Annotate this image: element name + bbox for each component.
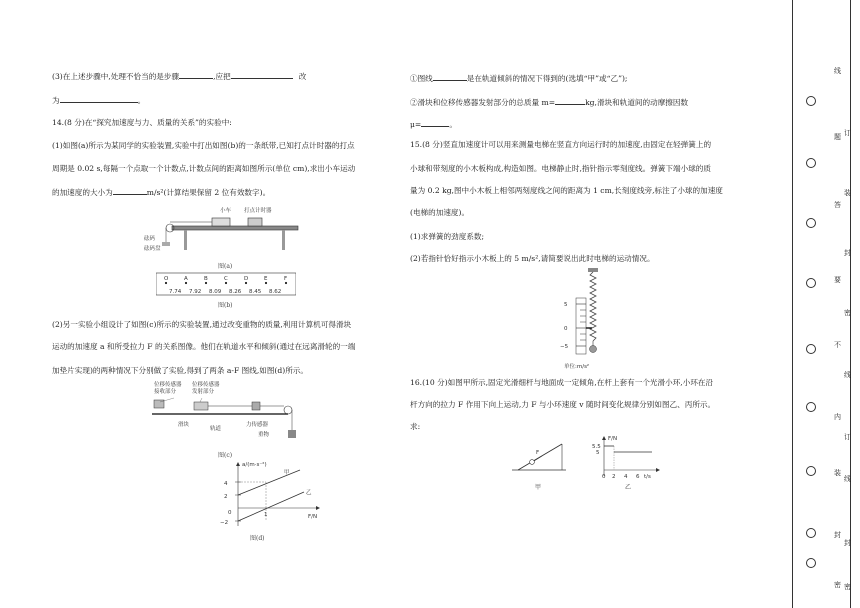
xtick-1: 1	[264, 512, 268, 518]
q14-p2-l1: (2)另一实验小组设计了如图(c)所示的实验装置,通过改变重物的质量,利用计算机可得滑块	[52, 320, 352, 329]
label-slider: 滑块	[178, 422, 190, 428]
r-line3	[410, 118, 457, 130]
label-recv: 位移传感器	[154, 382, 182, 388]
blank-change-to[interactable]	[60, 94, 138, 103]
q15-s2: (2)若指针恰好指示小木板上的 5 m/s²,请简要说出此时电梯的运动情况。	[410, 254, 655, 263]
series-jia: 甲	[284, 470, 290, 476]
blank-mass[interactable]	[555, 96, 585, 105]
spring-tick-neg5: −5	[560, 344, 569, 350]
yi-x-0: 0	[602, 474, 606, 480]
binding-char: 题	[834, 133, 841, 141]
figure-c-diagram	[152, 378, 312, 448]
figure-yi	[592, 432, 668, 480]
spring-unit: 单位:m/s²	[564, 364, 590, 370]
label-heavy: 重物	[258, 432, 270, 438]
q16-l3: 求:	[410, 422, 421, 431]
q14-title: 14.(8 分)在“探究加速度与力、质量的关系”的实验中:	[52, 118, 232, 127]
caption-fig-b: 图(b)	[218, 302, 233, 309]
binding-char: 答	[834, 201, 841, 209]
r-line2-b: kg,滑块和轨道间的动摩擦因数	[585, 98, 689, 107]
binding-char: 订	[844, 129, 851, 137]
caption-fig-c: 图(c)	[218, 452, 233, 459]
label-track: 轨道	[210, 426, 222, 432]
r-line1	[410, 72, 627, 84]
q13-line2-text: 为	[52, 96, 60, 105]
spring-tick-0: 0	[564, 326, 568, 332]
yi-xlabel: t/s	[644, 474, 651, 480]
r-line3-a: μ=	[410, 120, 422, 129]
r-line2-a: ②滑块和位移传感器发射部分的总质量 m=	[410, 98, 556, 107]
caption-fig-a: 图(a)	[218, 263, 233, 270]
tape-dot-C	[225, 282, 227, 284]
binding-hole-icon	[806, 278, 816, 288]
yi-x-2: 2	[612, 474, 616, 480]
binding-hole-icon	[806, 344, 816, 354]
tape-dot-O	[165, 282, 167, 284]
label-emit2: 发射部分	[192, 389, 215, 395]
binding-hole-icon	[806, 96, 816, 106]
q13-line1	[52, 70, 306, 82]
binding-char: 线	[834, 67, 841, 75]
caption-yi: 乙	[625, 484, 632, 491]
q15-l3: 量为 0.2 kg,图中小木板上相邻两刻度线之间的距离为 1 cm,长刻度线旁,标注了小球的加速度	[410, 186, 723, 195]
spring-tick-5: 5	[564, 302, 568, 308]
q13-text-a: (3)在上述步骤中,处理不恰当的是步骤	[52, 72, 180, 81]
ylabel-a: a/(m·s⁻²)	[242, 462, 267, 468]
tape-distance: 8.45	[249, 289, 262, 295]
caption-fig-d: 图(d)	[250, 535, 265, 542]
tape-distance: 8.62	[269, 289, 282, 295]
r-line1-b: 是在轨道倾斜的情况下得到的(选填“甲”或“乙”);	[466, 74, 628, 83]
figure-d	[218, 460, 328, 530]
q14-p1-l3a: 的加速度的大小为	[52, 188, 113, 197]
tape-distance: 7.74	[169, 289, 182, 295]
ytick-0: 0	[228, 510, 232, 516]
binding-margin	[788, 0, 860, 608]
binding-char: 线	[844, 371, 851, 379]
binding-char: 密	[844, 583, 851, 591]
tape-dot-E	[265, 282, 267, 284]
binding-char: 要	[834, 276, 841, 284]
label-emit: 位移传感器	[192, 382, 220, 388]
yi-y-5: 5	[596, 450, 600, 456]
yi-x-6: 6	[636, 474, 640, 480]
binding-line-left	[792, 0, 793, 608]
figure-b	[156, 270, 296, 298]
binding-hole-icon	[806, 218, 816, 228]
binding-char: 不	[834, 341, 841, 349]
label-weight: 砝码	[144, 236, 156, 242]
q14-p1-l2: 周期是 0.02 s,每隔一个点取一个计数点,计数点间的距离如图所示(单位 cm),求出小车运动	[52, 164, 356, 173]
label-car: 小车	[220, 208, 232, 214]
blank-should[interactable]	[231, 70, 293, 79]
xlabel-F: F/N	[308, 514, 318, 520]
tape-label-E: E	[264, 276, 268, 282]
incline-diagram	[510, 440, 570, 474]
tape-dot-B	[205, 282, 207, 284]
tape-distance: 8.09	[209, 289, 222, 295]
figure-b-tape	[156, 270, 296, 298]
tape-label-B: B	[204, 276, 208, 282]
binding-char: 封	[834, 531, 841, 539]
label-force: 力传感器	[246, 422, 269, 428]
yi-ylabel: F/N	[608, 436, 618, 442]
binding-hole-icon	[806, 466, 816, 476]
blank-acceleration[interactable]	[113, 186, 147, 195]
binding-char: 装	[834, 469, 841, 477]
q15-l1: 15.(8 分)竖直加速度计可以用来测量电梯在竖直方向运行时的加速度,由固定在轻弹簧上的	[410, 140, 712, 149]
blank-mu[interactable]	[421, 118, 449, 127]
tape-label-O: O	[164, 276, 169, 282]
q14-p2-l2: 运动的加速度 a 和所受拉力 F 的关系图像。他们在轨道水平和倾斜(通过在远离滑轮的一端	[52, 342, 356, 351]
binding-hole-icon	[806, 158, 816, 168]
q15-l4: (电梯的加速度)。	[410, 208, 470, 217]
binding-hole-icon	[806, 402, 816, 412]
tape-distance: 7.92	[189, 289, 202, 295]
q15-l2: 小球和带刻度的小木板构成,构造如图。电梯静止时,指针指示零刻度线。弹簧下端小球的质	[410, 164, 711, 173]
figure-spring	[556, 266, 626, 372]
binding-char: 封	[844, 539, 851, 547]
label-tray: 砝码盘	[144, 246, 161, 252]
label-timer: 打点计时器	[244, 208, 272, 214]
caption-jia: 甲	[535, 484, 542, 491]
ytick-neg2: −2	[220, 520, 229, 526]
binding-char: 内	[834, 413, 841, 421]
q14-p1-l1: (1)如图(a)所示为某同学的实验装置,实验中打出如图(b)的一条纸带,已知打点计时器的打点	[52, 141, 355, 150]
tape-dot-D	[245, 282, 247, 284]
q14-p1-l3b: m/s²(计算结果保留 2 位有效数字)。	[146, 188, 271, 197]
binding-char: 订	[844, 433, 851, 441]
binding-hole-icon	[806, 558, 816, 568]
r-line3-b: 。	[449, 120, 457, 129]
q16-l2: 杆方向的拉力 F 作用下向上运动,力 F 与小环速度 v 随时间变化规律分别如图乙、丙所示。	[410, 400, 716, 409]
binding-char: 线	[844, 475, 851, 483]
q14-p2-l3: 加垫片实现)的两种情况下分别做了实验,得到了两条 a-F 图线,如图(d)所示。	[52, 366, 308, 375]
q13-text-c: 改	[298, 72, 307, 81]
r-line1-a: ①图线	[410, 74, 433, 83]
binding-line-right	[850, 0, 851, 608]
tape-label-D: D	[244, 276, 249, 282]
figure-a	[144, 198, 304, 258]
q16-l1: 16.(10 分)如图甲所示,固定光滑细杆与地面成一定倾角,在杆上套有一个光滑小环,小环在沿	[410, 378, 714, 387]
figure-d-graph	[218, 460, 328, 530]
blank-step[interactable]	[179, 70, 213, 79]
label-recv2: 接收部分	[154, 389, 177, 395]
yi-x-4: 4	[624, 474, 628, 480]
q15-s1: (1)求弹簧的劲度系数;	[410, 232, 485, 241]
force-time-graph	[592, 432, 668, 480]
q13-text-b: ,应把	[213, 72, 231, 81]
binding-hole-icon	[806, 528, 816, 538]
tape-distance: 8.26	[229, 289, 242, 295]
tape-dot-F	[285, 282, 287, 284]
tape-label-A: A	[184, 276, 188, 282]
q14-p1-l3	[52, 186, 270, 198]
r-line2	[410, 96, 688, 108]
series-yi: 乙	[306, 490, 312, 496]
tape-label-F: F	[284, 276, 288, 282]
ytick-2: 2	[224, 494, 228, 500]
spring-diagram	[556, 266, 626, 372]
figure-jia	[510, 440, 570, 474]
blank-which-line[interactable]	[433, 72, 467, 81]
binding-char: 密	[844, 309, 851, 317]
q13-line2: 为 。	[52, 96, 146, 105]
figure-a-diagram	[144, 198, 304, 258]
binding-char: 封	[844, 249, 851, 257]
tape-label-C: C	[224, 276, 228, 282]
binding-char: 装	[844, 189, 851, 197]
ytick-4: 4	[224, 481, 228, 487]
yi-y-5.5: 5.5	[592, 444, 601, 450]
label-F-jia: F	[536, 450, 540, 456]
tape-dot-A	[185, 282, 187, 284]
figure-c	[152, 378, 312, 448]
binding-char: 密	[834, 581, 841, 589]
